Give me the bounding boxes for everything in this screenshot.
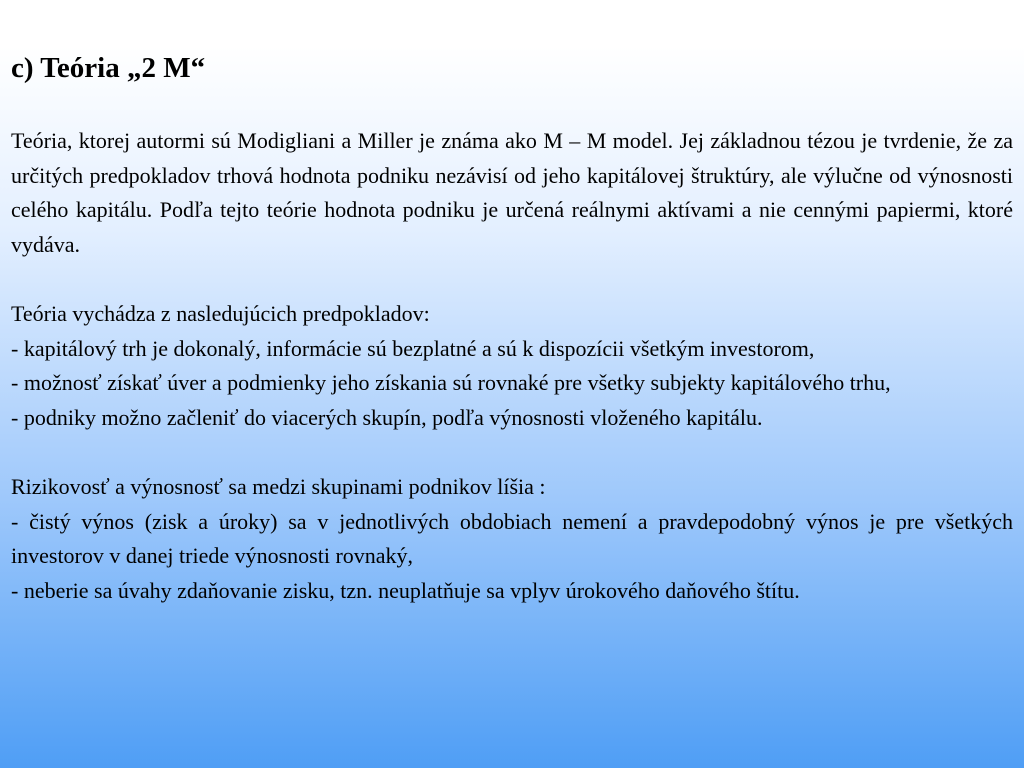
spacer — [11, 262, 1013, 297]
assumptions-heading: Teória vychádza z nasledujúcich predpokladov: — [11, 301, 430, 326]
intro-paragraph: Teória, ktorej autormi sú Modigliani a Miller je známa ako M – M model. Jej základnou tézou je tvrdenie, že za určitých predpokladov trhová hodnota podniku nezávisí od jeho kapitálovej štruktúry, ale výlučne od výnosnosti celého kapitálu. Podľa tejto teórie hodnota podniku je určená reálnymi aktívami a nie cennými papiermi, ktoré vydáva. — [11, 128, 1013, 257]
risk-heading: Rizikovosť a výnosnosť sa medzi skupinami podnikov líšia : — [11, 474, 546, 499]
assumption-item: - podniky možno začleniť do viacerých skupín, podľa výnosnosti vloženého kapitálu. — [11, 404, 763, 430]
risk-item: - neberie sa úvahy zdaňovanie zisku, tzn. neuplatňuje sa vplyv úrokového daňového štítu. — [11, 577, 800, 603]
spacer — [11, 88, 1013, 124]
slide-title: c) Teória „2 M“ — [11, 52, 206, 84]
slide-content — [11, 48, 1013, 608]
spacer — [11, 435, 1013, 470]
risk-item: - čistý výnos (zisk a úroky) sa v jednotlivých obdobiach nemení a pravdepodobný výnos je pre všetkých investorov v danej triede výnosnosti rovnaký, — [11, 508, 1013, 568]
assumption-item: - kapitálový trh je dokonalý, informácie sú bezplatné a sú k dispozícii všetkým investorom, — [11, 335, 815, 361]
assumption-item: - možnosť získať úver a podmienky jeho získania sú rovnaké pre všetky subjekty kapitálového trhu, — [11, 370, 891, 395]
